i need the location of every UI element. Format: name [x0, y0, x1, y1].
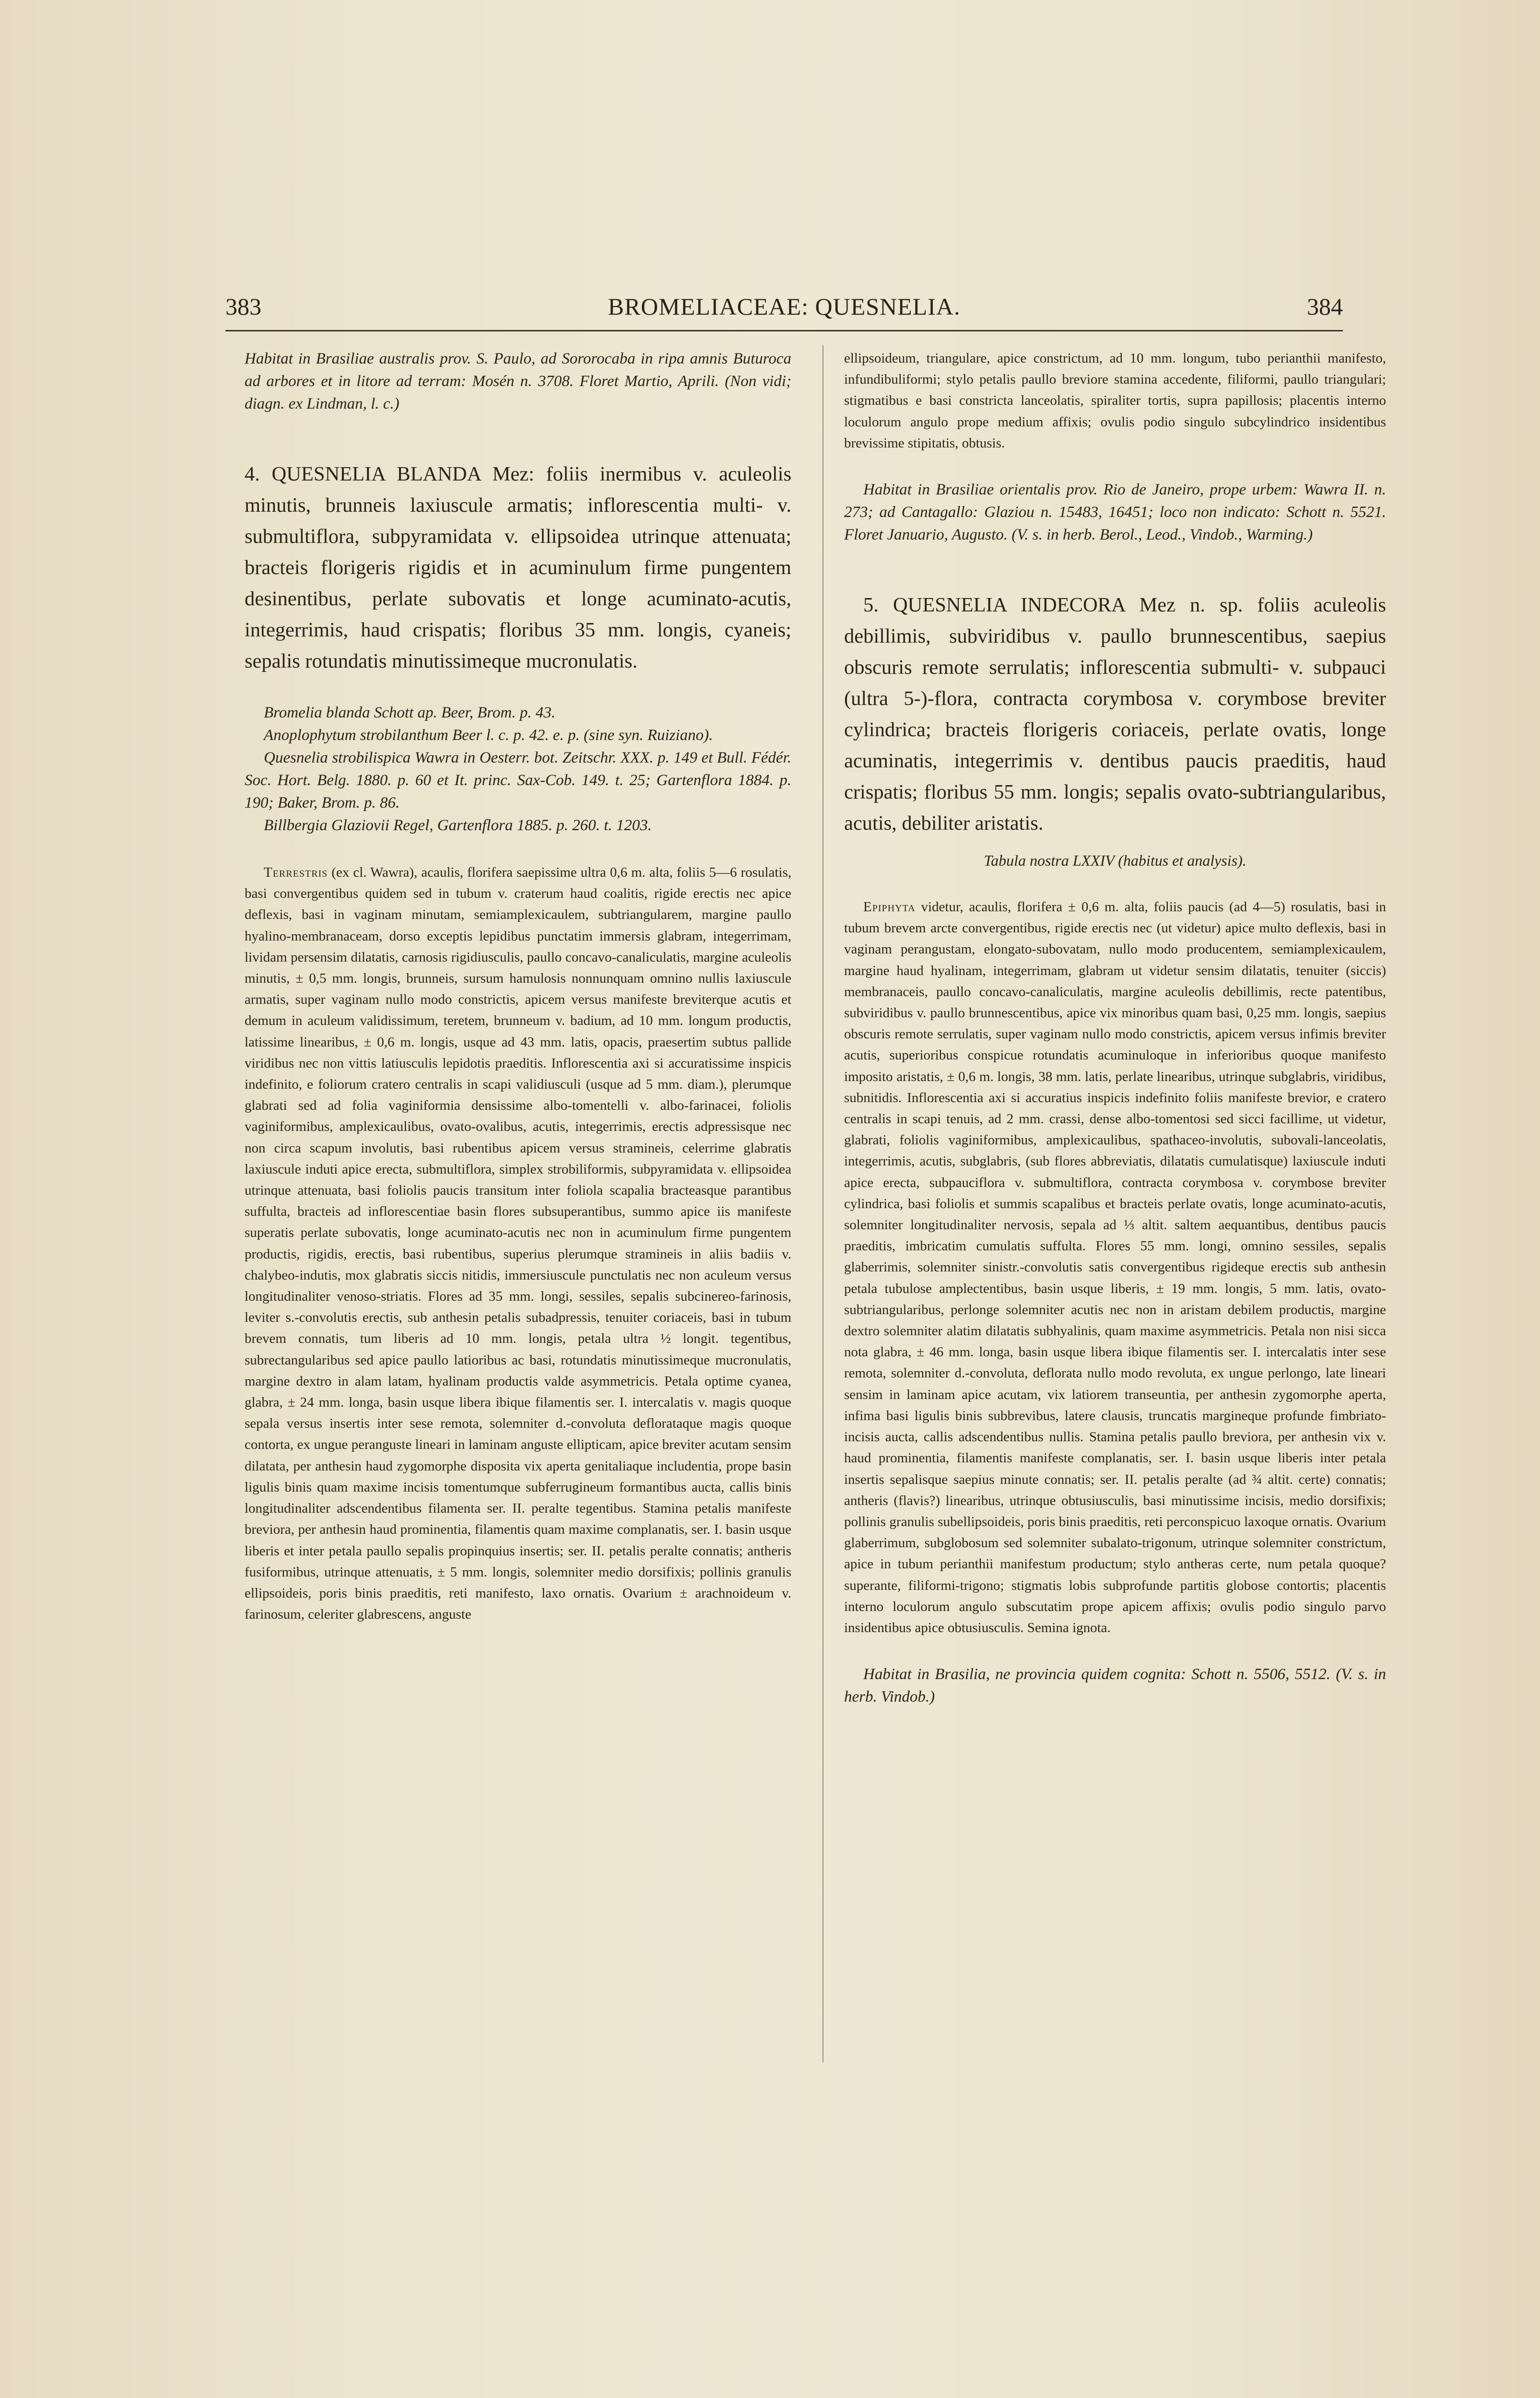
habitat-quesnelia-indecora: Habitat in Brasilia, ne provincia quidem cognita: Schott n. 5506, 5512. (V. s. in herb. Vindob.): [844, 1666, 1386, 1706]
right-column: [844, 348, 1386, 1708]
header-rule: [225, 330, 1343, 331]
species-5-text: foliis aculeolis debillimis, subviridibus v. paullo brunnescentibus, saepius obscuris remote serrulatis; inflorescentia submulti- v. subpauci (ultra 5-)-flora, contracta corymbosa v. corymbose breviter cylindrica; bracteis florigeris coriaceis, perlate ovatis, longe acuminatis, integerrimis v. dentibus paucis praeditis, haud crispatis; floribus 55 mm. longis; sepalis ovato-subtriangularibus, acutis, debiliter aristatis.: [844, 594, 1387, 835]
species-5-desc-lead: Epiphyta: [863, 899, 916, 915]
synonym-3: Quesnelia strobilispica Wawra in Oesterr. bot. Zeitschr. XXX. p. 149 et Bull. Fédér. Soc. Hort. Belg. 1880. p. 60 et It. princ. Sax-Cob. 149. t. 25; Gartenflora 1884. p. 190; Baker, Brom. p. 86.: [245, 749, 791, 811]
page-number-right: 384: [1307, 293, 1343, 320]
left-column: [245, 348, 791, 1625]
species-4-desc-lead: Terrestris: [264, 865, 328, 880]
synonym-4: Billbergia Glaziovii Regel, Gartenflora 1885. p. 260. t. 1203.: [264, 817, 652, 834]
species-5-desc-text: videtur, acaulis, florifera ± 0,6 m. alta, foliis paucis (ad 4—5) rosulatis, basi in tubum brevem arcte convergentibus, rigide erectis nec (ut videtur) apice multo deflexis, basi in vaginam perangustam, elongato-subovatam, nullo modo producentem, semiamplexicaulem, margine haud hyalinam, integerrimam, glabram ut videtur sensim dilatatis, tenuiter (siccis) membranaceis, paullo concavo-canaliculatis, margine aculeolis debillimis, recte patentibus, subviridibus v. paullo brunnescentibus, apice vix minoribus quam basi, 0,25 mm. longis, saepius obscuris remote serrulatis, super vaginam nullo modo constrictis, apicem versus infimis breviter acutis, superioribus conspicue rotundatis acuminuloque in inferioribus quoque manifesto imposito aristatis, ± 0,6 m. longis, 38 mm. latis, perlate linearibus, utrinque subglabris, viridibus, subnitidis. Inflorescentia axi si accuratius inspicis indefinito foliis manifeste brevior, e cratero centralis in scapi tenuis, ad 2 mm. crassi, dense albo-tomentosi sed sicci facillime, ut videtur, glabrati, foliolis vaginiformibus, amplexicaulibus, spathaceo-involutis, subovali-lanceolatis, integerrimis, acutis, subglabris, (sub flores abbreviatis, dilatatis cumulatisque) laxiuscule induti apice erecta, subpauciflora v. submultiflora, contracta corymbosa v. corymbose breviter cylindrica, basi foliolis et summis scapalibus et bracteis perlate ovatis, longe acuminato-acutis, solemniter longitudinaliter nervosis, sepala ad ⅓ altit. saltem aequantibus, dentibus paucis praeditis, imbricatim cumulatis suffulta. Flores 55 mm. longi, omnino sessiles, sepalis glaberrimis, solemniter sinistr.-convolutis satis convergentibus rigideque erectis sub anthesin petala tubulose amplectentibus, basin usque liberis, ± 19 mm. longis, 5 mm. latis, ovato-subtriangularibus, perlonge solemniter acutis nec non in aristam debilem productis, margine dextro solemniter alatim dilatatis subhyalinis, quam maxime asymmetricis. Petala non nisi sicca nota glabra, ± 46 mm. longa, basin usque libera ibique filamentis ser. I. intercalatis inter sese remota, solemniter d.-convoluta, deflorata nullo modo revoluta, ex ungue perlongo, late lineari sensim in laminam apice acutam, vix latiorem transeuntia, per anthesin zygomorphe aperta, infima basi ligulis binis subbrevibus, latere clausis, truncatis margineque profunde fimbriato-incisis aucta, callis adscendentibus nullis. Stamina petalis paullo breviora, per anthesin vix v. haud prominentia, filamentis manifeste complanatis, ser. I. basin usque liberis inter petala insertis sepalisque saepius minute connatis; ser. II. petalis peralte (ad ¾ altit. certe) connatis; antheris (flavis?) linearibus, utrinque obtusiusculis, basi minutissime incisis, medio dorsifixis; pollinis granulis subellipsoideis, poris binis praeditis, reti perconspicuo laxoque ornatis. Ovarium glaberrimum, subglobosum sed solemniter subalato-trigonum, utrinque solemniter constrictum, apice in tubum perianthii manifestum productum; stylo antheras certe, num petala quoque? superante, filiformi-trigono; stigmatis lobis subprofunde partitis globose contortis; placentis interno loculorum angulo subscutatim prope apicem affixis; ovulis podio singulo parvo insidentibus apice obtusiusculis. Semina ignota.: [844, 899, 1386, 1635]
species-4-name: 4. QUESNELIA BLANDA Mez:: [245, 463, 534, 485]
species-4-description-cont: ellipsoideum, triangulare, apice constrictum, ad 10 mm. longum, tubo perianthii manifesto, infundibuliformi; stylo petalis paullo breviore stamina accedente, filiformi, paullo triangulari; stigmatibus e basi constricta lanceolatis, spiraliter tortis, supra papillosis; placentis interno loculorum angulo prope medium affixis; ovulis podio singulo subcylindrico insidentibus brevissime stipitatis, obtusis.: [844, 351, 1386, 451]
species-5-diagnosis: [844, 589, 1386, 839]
species-5-name: 5. QUESNELIA INDECORA Mez n. sp.: [863, 594, 1243, 617]
synonym-2: Anoplophytum strobilanthum Beer l. c. p. 42. e. p. (sine syn. Ruiziano).: [264, 727, 713, 744]
tabula-reference: Tabula nostra LXXIV (habitus et analysis).: [984, 852, 1246, 870]
synonym-1: Bromelia blanda Schott ap. Beer, Brom. p. 43.: [264, 704, 555, 721]
species-4-text: foliis inermibus v. aculeolis minutis, brunneis laxiuscule armatis; inflorescentia multi- v. submultiflora, subpyramidata v. ellipsoidea utrinque attenuata; bracteis florigeris rigidis et in acuminulum firme pungentem desinentibus, perlate subovatis et longe acuminato-acutis, integerrimis, haud crispatis; floribus 35 mm. longis, cyaneis; sepalis rotundatis minutissimeque mucronulatis.: [245, 463, 792, 672]
species-4-description: [245, 862, 791, 1625]
habitat-quesnelia-prev: Habitat in Brasiliae australis prov. S. Paulo, ad Sororocaba in ripa amnis Buturoca ad arbores et in litore ad terram: Mosén n. 3708. Floret Martio, Aprili. (Non vidi; diagn. ex Lindman, l. c.): [245, 350, 791, 412]
habitat-quesnelia-blanda: Habitat in Brasiliae orientalis prov. Rio de Janeiro, prope urbem: Wawra II. n. 273; ad Cantagallo: Glaziou n. 15483, 16451; loco non indicato: Schott n. 5521. Floret Januario, Augusto. (V. s. in herb. Berol., Leod., Vindob., Warming.): [844, 481, 1386, 544]
page-header: [225, 293, 1343, 331]
species-4-desc-text: (ex cl. Wawra), acaulis, florifera saepissime ultra 0,6 m. alta, foliis 5—6 rosulatis, basi convergentibus quidem sed in tubum v. craterum haud coalitis, rigide erectis nec apice deflexis, basi in vaginam minutam, semiamplexicaulem, subtriangularem, margine paullo hyalino-membranaceam, dorso exceptis lepidibus punctatim immersis glabram, integerrimam, lividam persensim dilatatis, carnosis rigidiusculis, paullo concavo-canaliculatis, margine aculeolis minutis, ± 0,5 mm. longis, brunneis, sursum hamulosis nonnunquam omnino nullis laxiuscule armatis, super vaginam nullo modo constrictis, apicem versus manifeste breviterque acutis et demum in aculeum validissimum, teretem, brunneum v. badium, ad 10 mm. longum productis, latissime linearibus, ± 0,6 m. longis, usque ad 43 mm. latis, opacis, praesertim subtus pallide viridibus nec non vittis latiusculis lepidotis praeditis. Inflorescentia axi si accuratissime inspicis indefinito, e foliorum cratero centralis in scapi validiusculi (usque ad 5 mm. diam.), plerumque glabrati sed ad folia vaginiformia densissime albo-tomentelli v. albo-farinacei, foliolis vaginiformibus, amplexicaulibus, ovato-ovalibus, acutis, integerrimis, erectis adpressisque nec non circa scapum involutis, basi rubentibus apicem versus stramineis, celerrime glabratis laxiuscule induti apice erecta, submultiflora, simplex strobiliformis, subpyramidata v. ellipsoidea utrinque attenuata, basi foliolis paucis transitum inter foliola scapalia bracteasque parantibus suffulta, bracteis ad inflorescentiae basin flores subsuperantibus, summo apice iis manifeste superatis perlate subovatis, longe acuminato-acutis nec non in acuminulum firme pungentem productis, rigidis, erectis, basi rubentibus, superius plerumque stramineis in aliis badiis v. chalybeo-indutis, mox glabratis siccis nitidis, immersiuscule punctulatis nec non aculeum versus longitudinaliter venoso-striatis. Flores ad 35 mm. longi, sessiles, sepalis subcinereo-farinosis, leviter s.-convolutis erectis, sub anthesin petalis subadpressis, tenuiter coriaceis, basi in tubum brevem connatis, tum liberis ad 10 mm. longis, petala ultra ½ longit. tegentibus, subrectangularibus sed apice paullo latioribus ac basi, rotundatis minutissimeque mucronulatis, margine dextro in alam latam, hyalinam productis valde asymmetricis. Petala optime cyanea, glabra, ± 24 mm. longa, basin usque libera ibique filamentis ser. I. intercalatis v. magis quoque sepala versus insertis inter sese remota, solemniter d.-convoluta deflorataque magis quoque contorta, ex ungue peranguste lineari in laminam anguste ellipticam, apice breviter acutam sensim dilatata, per anthesin haud zygomorphe disposita vix aperta genitaliaque includentia, prope basin ligulis binis quam maxime incisis tomentumque subferrugineum formantibus aucta, callis binis longitudinaliter adscendentibus filamenta ser. II. peralte tegentibus. Stamina petalis manifeste breviora, per anthesin haud prominentia, filamentis quam maxime complanatis, ser. I. basin usque liberis et inter petala paullo sepalis propinquius insertis; ser. II. petalis peralte connatis; antheris fusiformibus, utrinque attenuatis, ± 5 mm. longis, solemniter medio dorsifixis; pollinis granulis ellipsoideis, poris binis praeditis, reti manifesto, laxo ornatis. Ovarium ± arachnoideum v. farinosum, celeriter glabrescens, anguste: [245, 865, 792, 1622]
species-5-description: [844, 896, 1386, 1638]
running-title: BROMELIACEAE: QUESNELIA.: [608, 293, 961, 320]
species-4-diagnosis: [245, 458, 791, 677]
page-number-left: 383: [225, 293, 261, 320]
